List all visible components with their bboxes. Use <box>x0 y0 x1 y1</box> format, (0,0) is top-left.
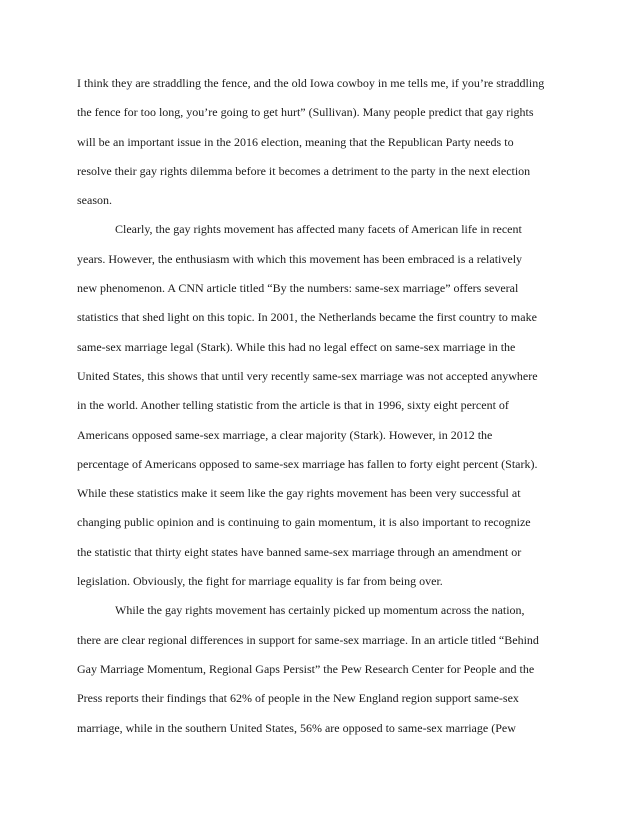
text-line: legislation. Obviously, the fight for marriage equality is far from being over. <box>77 574 443 589</box>
text-line: same-sex marriage legal (Stark). While this had no legal effect on same-sex marriage in the <box>77 339 516 354</box>
text-line: new phenomenon. A CNN article titled “By the numbers: same-sex marriage” offers several <box>77 281 519 296</box>
text-line: statistics that shed light on this topic. In 2001, the Netherlands became the first country to make <box>77 310 537 325</box>
text-line: Press reports their findings that 62% of people in the New England region support same-sex <box>77 691 519 706</box>
text-line: resolve their gay rights dilemma before it becomes a detriment to the party in the next election <box>77 163 531 178</box>
text-line: season. <box>77 193 112 208</box>
paragraph-first-line: Clearly, the gay rights movement has affected many facets of American life in recent <box>115 222 522 237</box>
text-line: United States, this shows that until very recently same-sex marriage was not accepted anywhere <box>77 368 538 383</box>
body-text <box>77 69 567 743</box>
text-line: Gay Marriage Momentum, Regional Gaps Persist” the Pew Research Center for People and the <box>77 661 535 676</box>
text-line: percentage of Americans opposed to same-sex marriage has fallen to forty eight percent (Stark). <box>77 456 538 471</box>
text-line: I think they are straddling the fence, and the old Iowa cowboy in me tells me, if you’re straddling <box>77 76 545 90</box>
text-line: the statistic that thirty eight states have banned same-sex marriage through an amendment or <box>77 544 522 559</box>
text-line: years. However, the enthusiasm with which this movement has been embraced is a relatively <box>77 251 523 266</box>
text-line: the fence for too long, you’re going to get hurt” (Sullivan). Many people predict that gay rights <box>77 105 534 120</box>
text-line: will be an important issue in the 2016 election, meaning that the Republican Party needs to <box>77 134 514 149</box>
text-line: changing public opinion and is continuing to gain momentum, it is also important to recognize <box>77 515 531 530</box>
text-line: there are clear regional differences in support for same-sex marriage. In an article titled “Behind <box>77 632 539 647</box>
text-line: Americans opposed same-sex marriage, a clear majority (Stark). However, in 2012 the <box>77 427 493 442</box>
text-line: While these statistics make it seem like the gay rights movement has been very successful at <box>77 486 521 501</box>
text-line: marriage, while in the southern United States, 56% are opposed to same-sex marriage (Pew <box>77 720 516 735</box>
text-line: in the world. Another telling statistic from the article is that in 1996, sixty eight percent of <box>77 398 509 413</box>
paragraph-first-line: While the gay rights movement has certainly picked up momentum across the nation, <box>115 603 525 618</box>
